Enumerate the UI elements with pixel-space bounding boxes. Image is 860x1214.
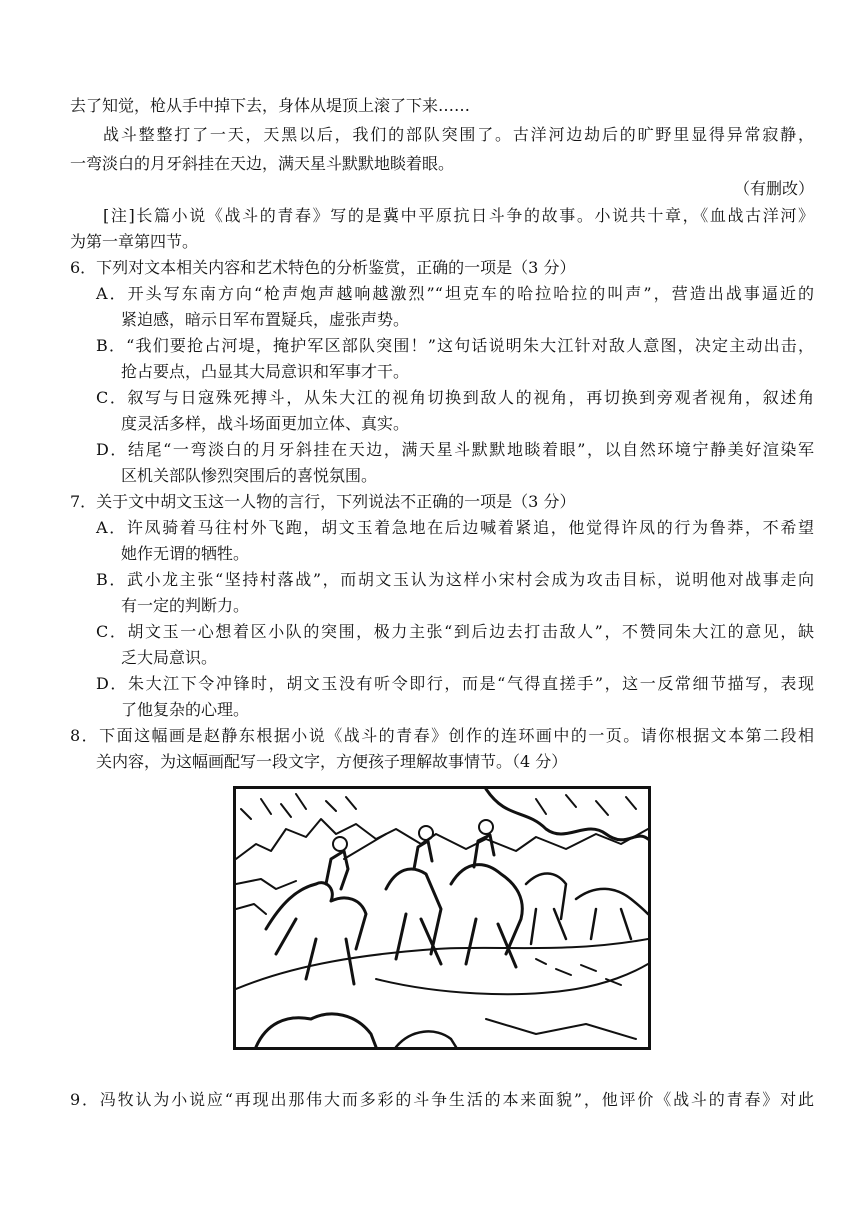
q7-option-c: C．胡文玉一心想着区小队的突围，极力主张“到后边去打击敌人”，不赞同朱大江的意见，缺 bbox=[96, 622, 814, 641]
question-8-stem-cont: 关内容，为这幅画配写一段文字，方便孩子理解故事情节。（4 分） bbox=[96, 752, 568, 771]
q6-option-b-cont: 抢占要点，凸显其大局意识和军事才干。 bbox=[121, 362, 410, 381]
passage-line: 去了知觉，枪从手中掉下去，身体从堤顶上滚了下来…… bbox=[70, 96, 471, 115]
q6-option-c: C．叙写与日寇殊死搏斗，从朱大江的视角切换到敌人的视角，再切换到旁观者视角，叙述角 bbox=[96, 388, 814, 407]
passage-line: 一弯淡白的月牙斜挂在天边，满天星斗默默地睒着眼。 bbox=[70, 154, 455, 173]
q6-option-c-cont: 度灵活多样，战斗场面更加立体、真实。 bbox=[121, 414, 410, 433]
question-8-stem: 8．下面这幅画是赵静东根据小说《战斗的青春》创作的连环画中的一页。请你根据文本第二段相 bbox=[70, 726, 814, 745]
q6-option-a: A．开头写东南方向“枪声炮声越响越激烈”“坦克车的哈拉哈拉的叫声”，营造出战事逼近的 bbox=[96, 284, 814, 303]
q7-option-d-cont: 了他复杂的心理。 bbox=[121, 700, 250, 719]
question-9-stem: 9．冯牧认为小说应“再现出那伟大而多彩的斗争生活的本来面貌”，他评价《战斗的青春》对此 bbox=[70, 1090, 814, 1109]
q6-option-d-cont: 区机关部队惨烈突围后的喜悦氛围。 bbox=[121, 466, 378, 485]
question-6-stem: 6．下列对文本相关内容和艺术特色的分析鉴赏，正确的一项是（3 分） bbox=[70, 258, 576, 277]
edit-note: （有删改） bbox=[733, 179, 814, 198]
passage-line: 战斗整整打了一天，天黑以后，我们的部队突围了。古洋河边劫后的旷野里显得异常寂静， bbox=[103, 125, 814, 144]
comic-illustration bbox=[233, 786, 651, 1050]
q7-option-b: B．武小龙主张“坚持村落战”，而胡文玉认为这样小宋村会成为攻击目标，说明他对战事走向 bbox=[96, 570, 814, 589]
q7-option-a-cont: 她作无谓的牺牲。 bbox=[121, 544, 250, 563]
annotation-line: [注]长篇小说《战斗的青春》写的是冀中平原抗日斗争的故事。小说共十章，《血战古洋河》 bbox=[103, 206, 814, 225]
q6-option-d: D．结尾“一弯淡白的月牙斜挂在天边，满天星斗默默地睒着眼”，以自然环境宁静美好渲染军 bbox=[96, 440, 814, 459]
annotation-line: 为第一章第四节。 bbox=[70, 232, 199, 251]
q7-option-a: A．许凤骑着马往村外飞跑，胡文玉着急地在后边喊着紧追，他觉得许凤的行为鲁莽，不希望 bbox=[96, 518, 814, 537]
q6-option-b: B．“我们要抢占河堤，掩护军区部队突围！”这句话说明朱大江针对敌人意图，决定主动出击， bbox=[96, 336, 814, 355]
q7-option-b-cont: 有一定的判断力。 bbox=[121, 596, 250, 615]
q6-option-a-cont: 紧迫感，暗示日军布置疑兵，虚张声势。 bbox=[121, 310, 410, 329]
q7-option-d: D．朱大江下令冲锋时，胡文玉没有听令即行，而是“气得直搓手”，这一反常细节描写，表现 bbox=[96, 674, 814, 693]
question-7-stem: 7．关于文中胡文玉这一人物的言行，下列说法不正确的一项是（3 分） bbox=[70, 492, 576, 511]
horse-riders-illustration bbox=[236, 789, 648, 1047]
q7-option-c-cont: 乏大局意识。 bbox=[121, 648, 218, 667]
